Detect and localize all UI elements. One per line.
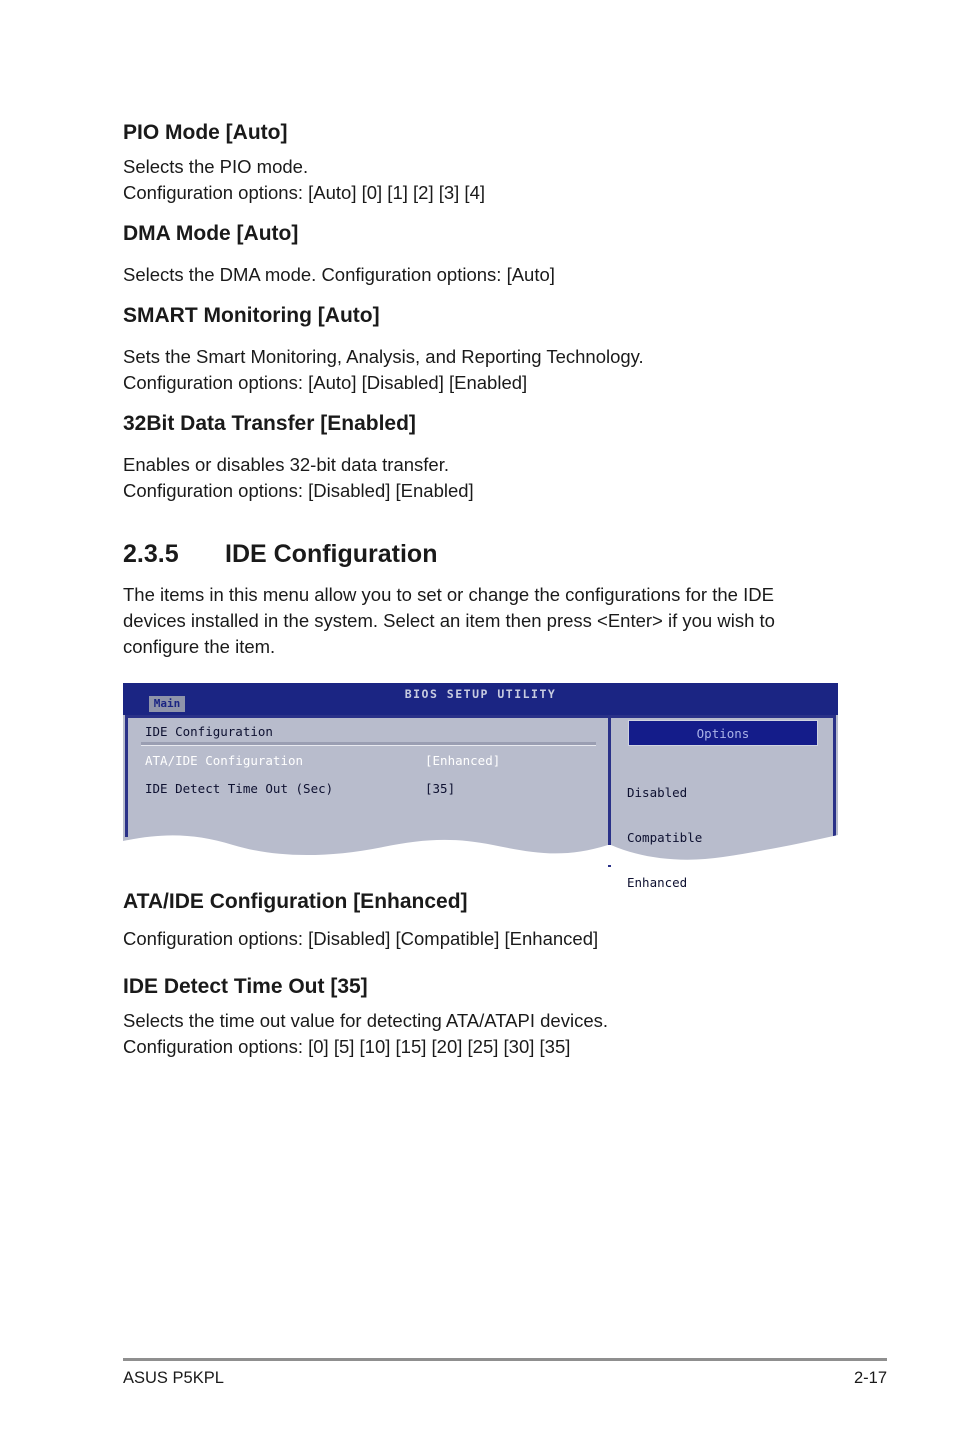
ide-detect-time-out-options: Configuration options: [0] [5] [10] [15] [20] [25] [30] [35] — [123, 1036, 571, 1057]
bios-title: BIOS SETUP UTILITY — [404, 687, 557, 701]
heading-pio-mode: PIO Mode [Auto] — [123, 121, 288, 144]
section-heading-ide-configuration — [123, 540, 437, 569]
32bit-data-transfer-options: Configuration options: [Disabled] [Enabled] — [123, 480, 474, 501]
smart-monitoring-options: Configuration options: [Auto] [Disabled] [Enabled] — [123, 372, 528, 393]
bios-value-ata-ide-configuration[interactable]: [Enhanced] — [425, 753, 501, 768]
pio-mode-options: Configuration options: [Auto] [0] [1] [2] [3] [4] — [123, 182, 485, 203]
bios-option-enhanced[interactable]: Enhanced — [627, 875, 688, 890]
torn-edge-decoration — [123, 831, 838, 865]
heading-ata-ide-configuration: ATA/IDE Configuration [Enhanced] — [123, 890, 468, 913]
bios-section-title: IDE Configuration — [145, 724, 273, 739]
bios-frame-top — [125, 715, 836, 718]
intro-line-2: devices installed in the system. Select an item then press <Enter> if you wish to — [123, 610, 775, 631]
bios-item-ide-detect-time-out[interactable]: IDE Detect Time Out (Sec) — [145, 781, 334, 796]
bios-option-compatible[interactable]: Compatible — [627, 830, 703, 845]
ide-detect-time-out-description: Selects the time out value for detecting ATA/ATAPI devices. — [123, 1010, 609, 1031]
bios-tab-main[interactable]: Main — [149, 696, 185, 712]
section-title: IDE Configuration — [225, 540, 438, 568]
heading-dma-mode: DMA Mode [Auto] — [123, 222, 299, 245]
dma-mode-description: Selects the DMA mode. Configuration options: [Auto] — [123, 264, 555, 285]
bios-separator — [141, 742, 596, 746]
bios-screenshot — [123, 683, 838, 890]
heading-32bit-data-transfer: 32Bit Data Transfer [Enabled] — [123, 412, 416, 435]
smart-monitoring-description: Sets the Smart Monitoring, Analysis, and Reporting Technology. — [123, 346, 644, 367]
bios-frame-left — [125, 717, 128, 837]
footer-rule — [123, 1358, 887, 1361]
bios-value-ide-detect-time-out[interactable]: [35] — [425, 781, 456, 796]
bios-option-disabled[interactable]: Disabled — [627, 785, 688, 800]
bios-item-ata-ide-configuration[interactable]: ATA/IDE Configuration — [145, 753, 304, 768]
ata-ide-configuration-options: Configuration options: [Disabled] [Compatible] [Enhanced] — [123, 928, 599, 949]
pio-mode-description: Selects the PIO mode. — [123, 156, 309, 177]
bios-options-header — [628, 720, 818, 746]
section-number: 2.3.5 — [123, 540, 179, 568]
footer-model: ASUS P5KPL — [123, 1369, 224, 1387]
bios-frame-right — [833, 717, 836, 837]
heading-smart-monitoring: SMART Monitoring [Auto] — [123, 304, 380, 327]
footer-page-number: 2-17 — [853, 1369, 887, 1387]
32bit-data-transfer-description: Enables or disables 32-bit data transfer. — [123, 454, 449, 475]
intro-line-1: The items in this menu allow you to set or change the configurations for the IDE — [123, 584, 774, 605]
intro-line-3: configure the item. — [123, 636, 276, 657]
heading-ide-detect-time-out: IDE Detect Time Out [35] — [123, 975, 368, 998]
bios-options-title: Options — [696, 726, 750, 741]
